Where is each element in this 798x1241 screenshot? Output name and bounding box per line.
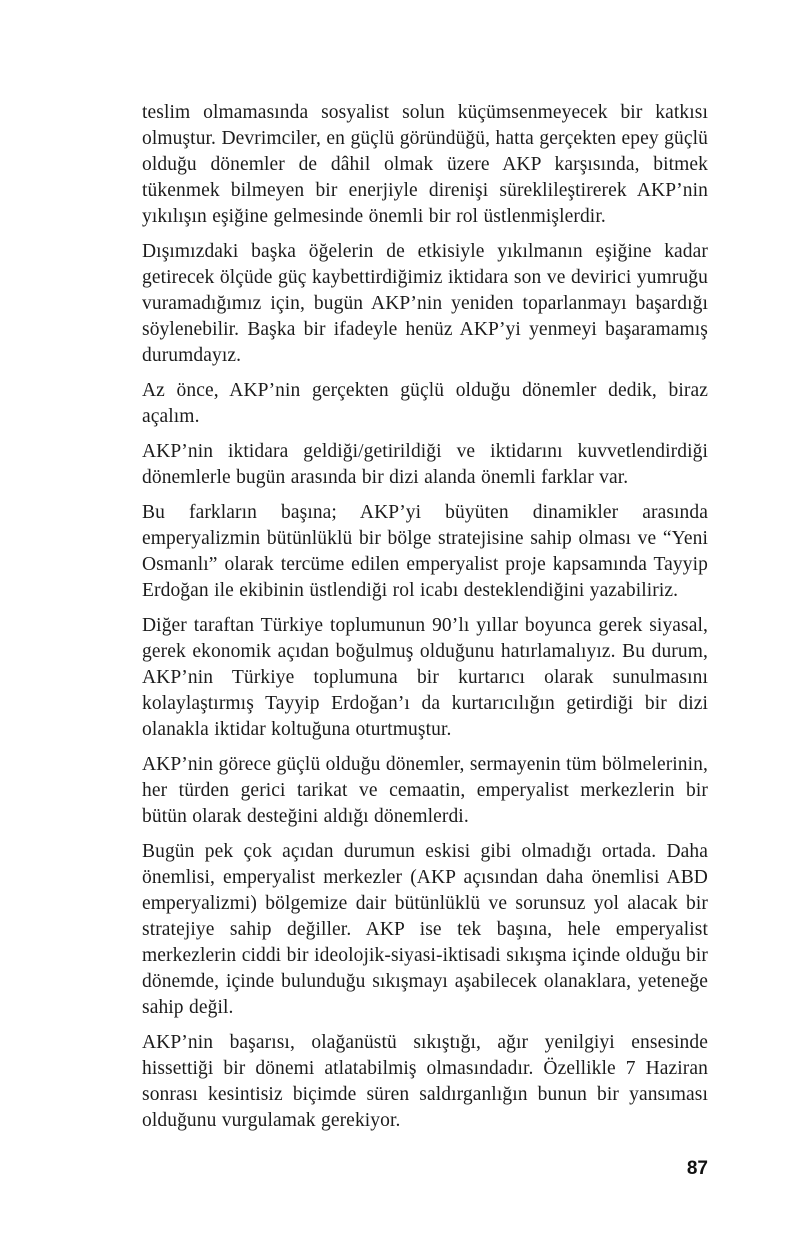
- paragraph: Dışımızdaki başka öğelerin de etkisiyle yıkılmanın eşiğine kadar getirecek ölçüde güç kaybettirdiğimiz iktidara son ve devirici yumruğu vuramadığımız için, bugün AKP’nin yeniden toparlanmayı başardığı söylenebilir. Başka bir ifadeyle henüz AKP’yi yenmeyi başaramamış durumdayız.: [142, 241, 708, 366]
- text-block: [142, 100, 708, 1143]
- paragraph: AKP’nin başarısı, olağanüstü sıkıştığı, ağır yenilgiyi ensesinde hissettiği bir dönemi atlatabilmiş olmasındadır. Özellikle 7 Haziran sonrası kesintisiz biçimde süren saldırganlığın bunun bir yansıması olduğunu vurgulamak gerekiyor.: [142, 1032, 708, 1131]
- paragraph: teslim olmamasında sosyalist solun küçümsenmeyecek bir katkısı olmuştur. Devrimciler, en güçlü göründüğü, hatta gerçekten epey güçlü olduğu dönemler de dâhil olmak üzere AKP karşısında, bitmek tükenmek bilmeyen bir enerjiyle direnişi süreklileştirerek AKP’nin yıkılışın eşiğine gelmesinde önemli bir rol üstlenmişlerdir.: [142, 102, 708, 227]
- paragraph: Bugün pek çok açıdan durumun eskisi gibi olmadığı ortada. Daha önemlisi, emperyalist merkezler (AKP açısından daha önemlisi ABD emperyalizmi) bölgemize dair bütünlüklü ve sorunsuz yol alacak bir stratejiye sahip değiller. AKP ise tek başına, hele emperyalist merkezlerin ciddi bir ideolojik-siyasi-iktisadi sıkışma içinde olduğu bir dönemde, içinde bulunduğu sıkışmayı aşabilecek olanaklara, yeteneğe sahip değil.: [142, 841, 708, 1018]
- paragraph: Bu farkların başına; AKP’yi büyüten dinamikler arasında emperyalizmin bütünlüklü bir bölge stratejisine sahip olması ve “Yeni Osmanlı” olarak tercüme edilen emperyalist proje kapsamında Tayyip Erdoğan ile ekibinin üstlendiği rol icabı desteklendiğini yazabiliriz.: [142, 502, 708, 601]
- paragraph: Diğer taraftan Türkiye toplumunun 90’lı yıllar boyunca gerek siyasal, gerek ekonomik açıdan boğulmuş olduğunu hatırlamalıyız. Bu durum, AKP’nin Türkiye toplumuna bir kurtarıcı olarak sunulmasını kolaylaştırmış Tayyip Erdoğan’ı da kurtarıcılığın getirdiği bir dizi olanakla iktidar koltuğuna oturtmuştur.: [142, 615, 708, 740]
- paragraph: AKP’nin iktidara geldiği/getirildiği ve iktidarını kuvvetlendirdiği dönemlerle bugün arasında bir dizi alanda önemli farklar var.: [142, 441, 708, 488]
- paragraph: Az önce, AKP’nin gerçekten güçlü olduğu dönemler dedik, biraz açalım.: [142, 380, 708, 427]
- paragraph: AKP’nin görece güçlü olduğu dönemler, sermayenin tüm bölmelerinin, her türden gerici tarikat ve cemaatin, emperyalist merkezlerin bir bütün olarak desteğini aldığı dönemlerdi.: [142, 754, 708, 827]
- page-number: 87: [686, 1158, 708, 1179]
